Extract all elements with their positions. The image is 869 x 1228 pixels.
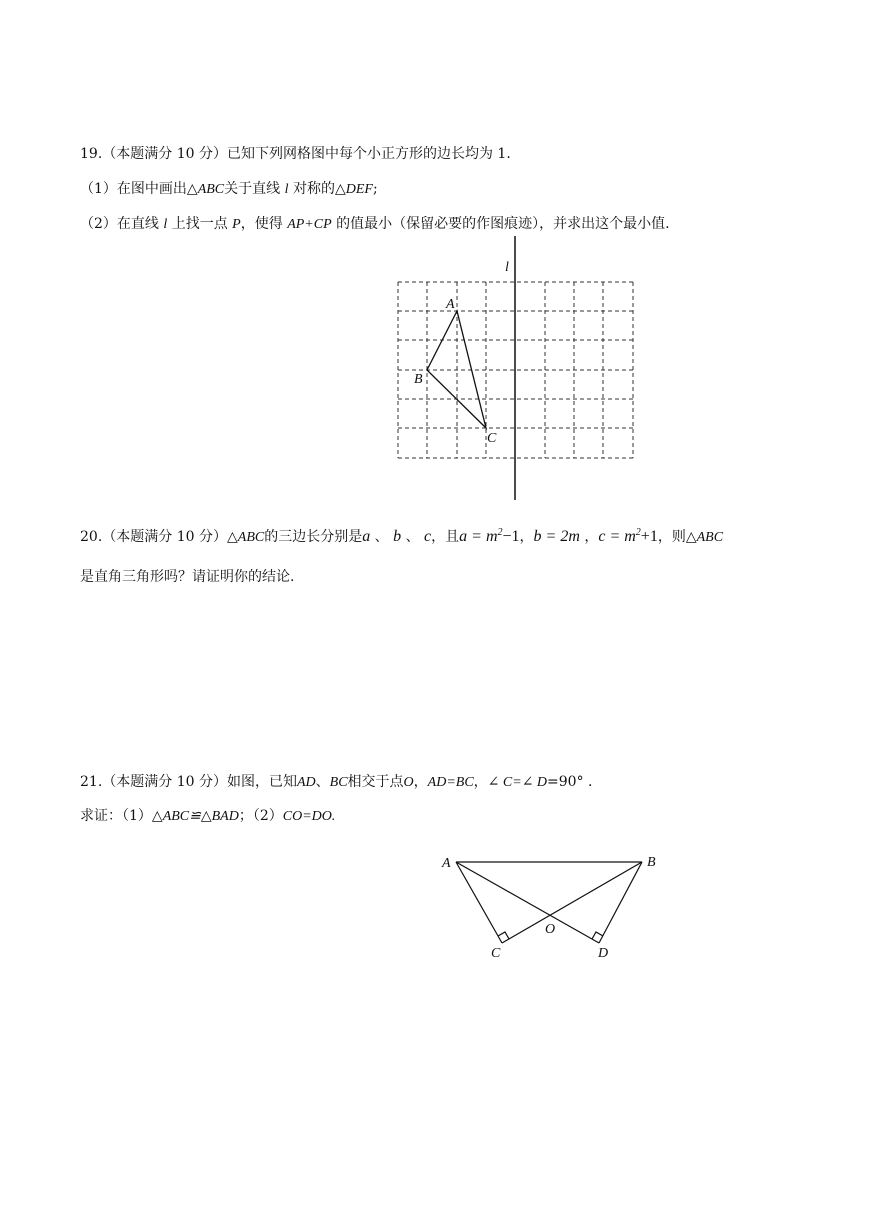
q21-deg: =90° [547, 774, 584, 790]
triangle-symbol: △ [685, 529, 697, 545]
label-a: A [442, 856, 451, 871]
q20-sep2: 、 [405, 529, 420, 545]
eq-b: b = 2m [533, 528, 580, 545]
q21-cond1: AD=BC [427, 775, 474, 790]
q19-intro: 已知下列网格图中每个小正方形的边长均为 1. [226, 146, 511, 162]
q19-part1-mid: 关于直线 [224, 181, 281, 197]
q19-part1 [80, 179, 378, 200]
q19-number: 19. [80, 146, 103, 162]
q20-sep1: 、 [374, 529, 389, 545]
q19-part2-mid2: ，使得 [240, 216, 283, 232]
q21-comma: ， [413, 774, 428, 790]
q19-part2-mid: 上找一点 [171, 216, 228, 232]
q19-point-p: P [232, 217, 241, 232]
triangle-symbol: △ [334, 181, 346, 197]
segment-ac [456, 862, 502, 943]
var-b: b [393, 528, 402, 545]
q21-bc: BC [329, 775, 348, 790]
q21-sep: 、 [315, 774, 330, 790]
triangle-symbol: △ [186, 181, 198, 197]
q19-expr: AP+CP [287, 217, 332, 232]
q21-ad: AD [296, 775, 316, 790]
q19-part2-end: 的值最小（保留必要的作图痕迹），并求出这个最小值. [336, 216, 670, 232]
triangle-symbol: △ [226, 529, 238, 545]
eq-a-rhs: −1 [502, 528, 520, 545]
label-l: l [505, 260, 509, 275]
q21-prove-prefix: 求证：（1） [80, 808, 152, 824]
q19-grid-figure [390, 230, 650, 505]
q20-text3: ，则 [657, 529, 686, 545]
eq-c-sup: 2 [635, 527, 641, 538]
q20-line1 [80, 527, 723, 548]
label-c: C [491, 946, 501, 961]
var-a: a [362, 528, 371, 545]
q19-part1-end: ; [372, 181, 378, 197]
q21-score: （本题满分 10 分） [102, 774, 227, 790]
label-c: C [487, 431, 497, 446]
q20-line2 [80, 567, 294, 587]
eq-c-lhs: c = m [598, 528, 636, 545]
q21-o: O [403, 775, 414, 790]
q21-text1: 如图，已知 [226, 774, 297, 790]
q21-line2 [80, 806, 335, 827]
q21-text2: 相交于点 [347, 774, 404, 790]
q20-abc: ABC [237, 530, 265, 545]
q21-angle: ∠ C=∠ D [487, 775, 548, 790]
q19-line-l2: l [163, 217, 168, 232]
q19-part1-sym: 对称的 [292, 181, 335, 197]
label-b: B [414, 372, 423, 387]
q21-line1 [80, 772, 592, 793]
label-o: O [545, 922, 556, 937]
eq-a-sup: 2 [497, 527, 503, 538]
q19-line-l: l [284, 182, 289, 197]
q19-part1-prefix: （1）在图中画出 [80, 181, 187, 197]
eq-c-rhs: +1 [640, 528, 658, 545]
q20-line2-text: 是直角三角形吗？请证明你的结论. [80, 569, 295, 585]
q21-end: . [588, 774, 593, 790]
q21-figure [435, 845, 670, 970]
q20-comma2: ， [584, 529, 599, 545]
q20-text1: 的三边长分别是 [264, 529, 363, 545]
q19-line1 [80, 144, 511, 164]
q21-number: 21. [80, 774, 103, 790]
eq-a [459, 528, 519, 545]
label-a: A [446, 297, 455, 312]
q20-abc2: ABC [696, 530, 724, 545]
q21-comma2: ， [473, 774, 488, 790]
q20-comma1: ， [519, 529, 534, 545]
q19-abc: ABC [197, 182, 225, 197]
eq-c [598, 528, 657, 545]
q20-score: （本题满分 10 分） [102, 529, 227, 545]
segment-ad [456, 862, 599, 943]
q21-semi: ；（2） [238, 808, 283, 824]
eq-a-lhs: a = m [459, 528, 498, 545]
q19-part2-prefix: （2）在直线 [80, 216, 159, 232]
label-d: D [598, 946, 609, 961]
label-b: B [647, 855, 656, 870]
q21-p1: △ABC≌△BAD [151, 809, 239, 824]
q20-number: 20. [80, 529, 103, 545]
q19-score: （本题满分 10 分） [102, 146, 227, 162]
q20-text2: ，且 [431, 529, 460, 545]
var-c: c [424, 528, 432, 545]
q19-def: DEF [345, 182, 373, 197]
q21-p2: CO=DO. [282, 809, 336, 824]
